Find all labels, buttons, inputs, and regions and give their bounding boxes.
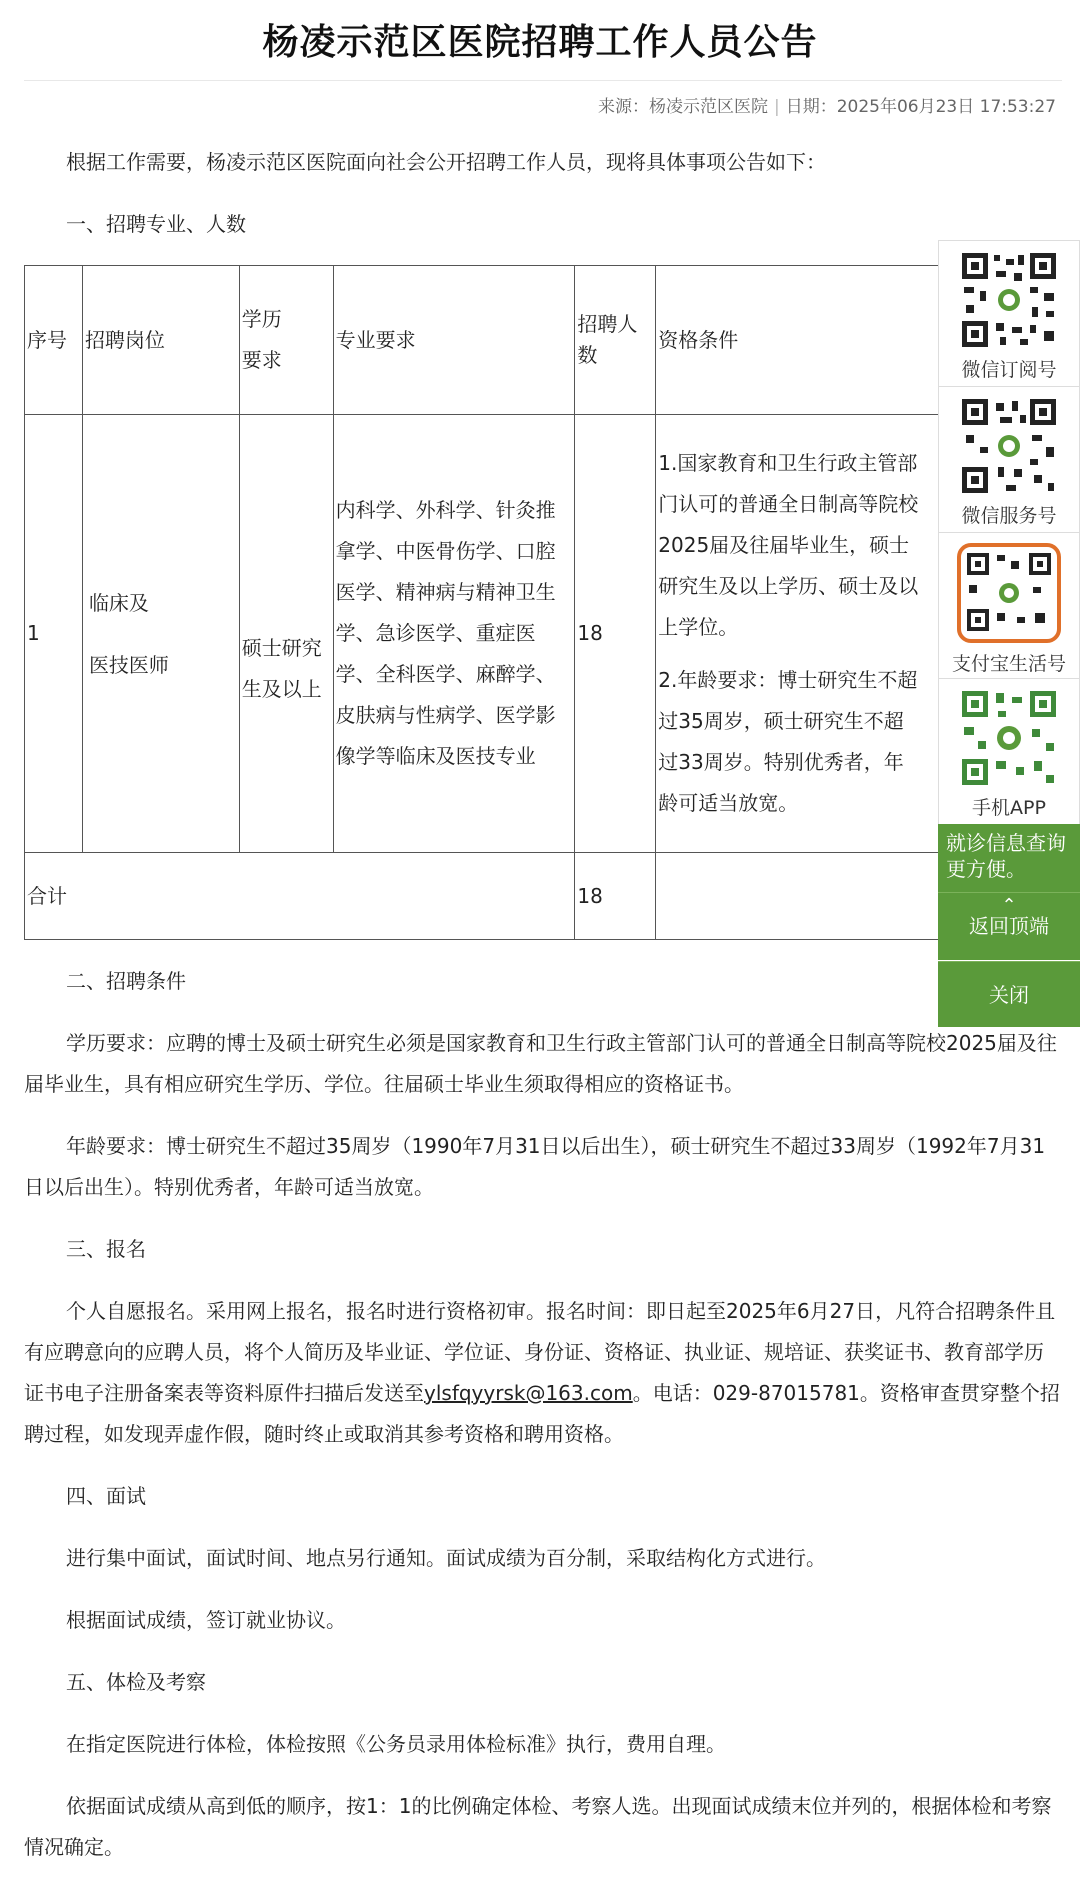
header-qualification: 资格条件 bbox=[656, 266, 1064, 415]
source-text: 来源：杨凌示范区医院 bbox=[597, 97, 768, 117]
page-title: 杨凌示范区医院招聘工作人员公告 bbox=[262, 22, 818, 63]
qr-code-icon bbox=[960, 397, 1058, 495]
qr-label: 手机APP bbox=[972, 797, 1046, 819]
qr-code-icon bbox=[957, 543, 1061, 643]
qr-alipay[interactable] bbox=[938, 532, 1080, 678]
appointment-info-banner[interactable]: 就诊信息查询更方便。 bbox=[938, 824, 1080, 892]
total-label: 合计 bbox=[25, 853, 575, 940]
qr-label: 支付宝生活号 bbox=[951, 653, 1066, 675]
row-position-l1: 临床及 bbox=[88, 590, 149, 615]
header-major: 专业要求 bbox=[333, 266, 575, 415]
row-position-l2: 医技医师 bbox=[88, 652, 169, 677]
article-meta bbox=[598, 92, 1056, 117]
back-to-top-label: 返回顶端 bbox=[969, 914, 1049, 938]
row-position bbox=[82, 415, 239, 853]
section-4-title: 四、面试 bbox=[66, 1484, 146, 1508]
qualification-item-1: 1.国家教育和卫生行政主管部门认可的普通全日制高等院校2025届及往届毕业生，硕士研究生及以上学历、硕士及以上学位。 bbox=[658, 451, 919, 639]
row-education-l2: 生及以上 bbox=[241, 676, 322, 701]
recruitment-table bbox=[24, 265, 1064, 940]
meta-separator: | bbox=[773, 97, 780, 117]
registration-text-b: 。电话：029-87015781。资格审查贯穿整个招聘过程，如发现弄虚作假，随时终止或取消其参考资格和聘用资格。 bbox=[24, 1381, 1060, 1446]
back-to-top-button[interactable] bbox=[938, 892, 1080, 960]
intro-paragraph: 根据工作需要，杨凌示范区医院面向社会公开招聘工作人员，现将具体事项公告如下： bbox=[66, 150, 826, 174]
registration-text-a: 个人自愿报名。采用网上报名，报名时进行资格初审。报名时间：即日起至2025年6月27日，凡符合招聘条件且有应聘意向的应聘人员，将个人简历及毕业证、学位证、身份证、资格证、执业证、规培证、获奖证书、教育部学历证书电子注册备案表等资料原件扫描后发送至 bbox=[24, 1299, 1056, 1405]
medical-paragraph-2: 依据面试成绩从高到低的顺序，按1：1的比例确定体检、考察人选。出现面试成绩末位并列的，根据体检和考察情况确定。 bbox=[24, 1794, 1052, 1859]
total-count: 18 bbox=[575, 853, 656, 940]
interview-paragraph-2: 根据面试成绩，签订就业协议。 bbox=[66, 1608, 346, 1632]
section-5-title: 五、体检及考察 bbox=[66, 1670, 206, 1694]
row-education-l1: 硕士研究 bbox=[241, 635, 322, 660]
qr-label: 微信订阅号 bbox=[961, 359, 1057, 381]
row-count: 18 bbox=[575, 415, 656, 853]
interview-paragraph-1: 进行集中面试，面试时间、地点另行通知。面试成绩为百分制，采取结构化方式进行。 bbox=[66, 1546, 826, 1570]
title-divider bbox=[24, 80, 1062, 81]
header-education bbox=[239, 266, 333, 415]
section-1-title: 一、招聘专业、人数 bbox=[66, 212, 246, 236]
chevron-up-icon: ⌃ bbox=[1001, 895, 1017, 916]
header-no: 序号 bbox=[25, 266, 83, 415]
row-major: 内科学、外科学、针灸推拿学、中医骨伤学、口腔医学、精神病与精神卫生学、急诊医学、重症医学、全科医学、麻醉学、皮肤病与性病学、医学影像学等临床及医技专业 bbox=[333, 415, 575, 853]
qr-label: 微信服务号 bbox=[961, 505, 1057, 527]
qr-mobile-app[interactable] bbox=[938, 678, 1080, 824]
header-education-l2: 要求 bbox=[241, 348, 282, 372]
row-no: 1 bbox=[25, 415, 83, 853]
header-education-l1: 学历 bbox=[241, 307, 282, 331]
table-row bbox=[25, 415, 1064, 853]
close-sidebar-button[interactable]: 关闭 bbox=[938, 961, 1080, 1027]
header-count-l1: 招聘人 bbox=[577, 312, 638, 336]
qr-code-icon bbox=[960, 251, 1058, 349]
email-link[interactable]: ylsfqyyrsk@163.com bbox=[424, 1381, 633, 1405]
registration-paragraph bbox=[24, 1291, 1060, 1455]
header-position: 招聘岗位 bbox=[82, 266, 239, 415]
medical-paragraph-1: 在指定医院进行体检，体检按照《公务员录用体检标准》执行，费用自理。 bbox=[66, 1732, 726, 1756]
age-requirement: 年龄要求：博士研究生不超过35周岁（1990年7月31日以后出生），硕士研究生不超过33周岁（1992年7月31日以后出生）。特别优秀者，年龄可适当放宽。 bbox=[24, 1134, 1046, 1199]
qr-code-icon bbox=[960, 689, 1058, 787]
date-text: 日期：2025年06月23日 17:53:27 bbox=[785, 97, 1056, 117]
table-header-row bbox=[25, 266, 1064, 415]
floating-sidebar bbox=[938, 240, 1080, 1027]
education-requirement: 学历要求：应聘的博士及硕士研究生必须是国家教育和卫生行政主管部门认可的普通全日制高等院校2025届及往届毕业生，具有相应研究生学历、学位。往届硕士毕业生须取得相应的资格证书。 bbox=[24, 1031, 1057, 1096]
table-total-row bbox=[25, 853, 1064, 940]
qualification-item-2: 2.年龄要求：博士研究生不超过35周岁，硕士研究生不超过33周岁。特别优秀者，年龄可适当放宽。 bbox=[658, 668, 918, 815]
section-3-title: 三、报名 bbox=[66, 1237, 146, 1261]
qr-wechat-service[interactable] bbox=[938, 386, 1080, 532]
row-education bbox=[239, 415, 333, 853]
qr-wechat-subscription[interactable] bbox=[938, 240, 1080, 386]
section-2-title: 二、招聘条件 bbox=[66, 969, 186, 993]
header-count-l2: 数 bbox=[577, 343, 598, 367]
header-count bbox=[575, 266, 656, 415]
